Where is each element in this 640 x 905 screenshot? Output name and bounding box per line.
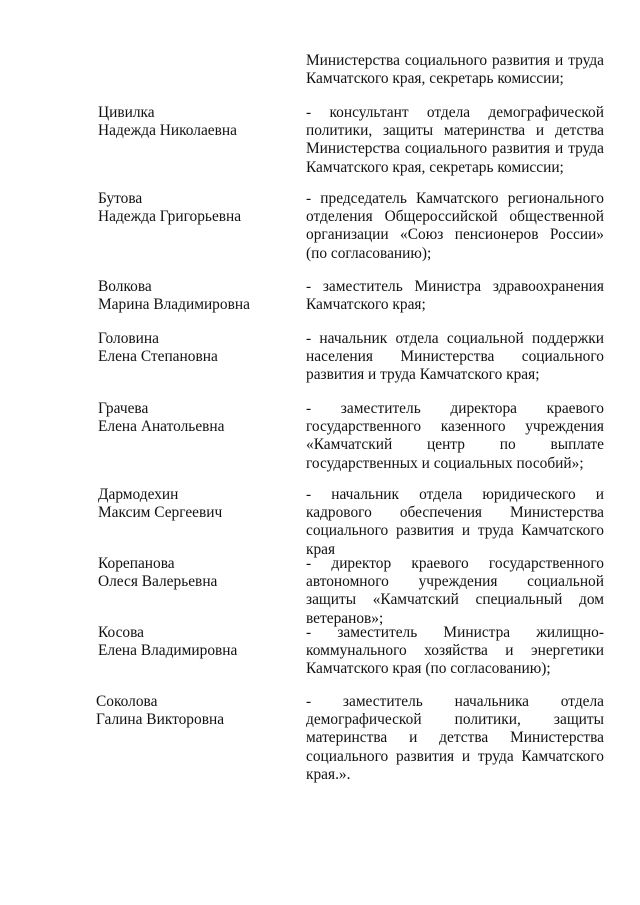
member-role: - заместитель начальника отдела демографической политики, защиты материнства и детства Министерства социального развития и труда Камчатского края.». — [306, 693, 604, 783]
member-given-names: Елена Степановна — [98, 348, 218, 366]
member-surname: Грачева — [98, 400, 149, 417]
member-surname: Соколова — [96, 693, 158, 710]
member-name — [98, 555, 298, 591]
member-given-names: Максим Сергеевич — [98, 504, 223, 522]
continuation-text: Министерства социального развития и труда Камчатского края, секретарь комиссии; — [306, 52, 604, 88]
member-given-names: Галина Викторовна — [96, 711, 225, 729]
member-given-names: Надежда Григорьевна — [98, 208, 242, 226]
member-role: - начальник отдела социальной поддержки населения Министерства социального развития и труда Камчатского края; — [306, 330, 604, 384]
member-given-names: Елена Анатольевна — [98, 418, 225, 436]
member-role: - директор краевого государственного автономного учреждения социальной защиты «Камчатский специальный дом ветеранов»; — [306, 555, 604, 627]
member-name — [98, 400, 298, 436]
member-role: - начальник отдела юридического и кадрового обеспечения Министерства социального развития и труда Камчатского края — [306, 486, 604, 558]
member-surname: Бутова — [98, 190, 143, 207]
member-name — [96, 693, 296, 729]
member-given-names: Елена Владимировна — [98, 642, 238, 660]
member-name — [98, 104, 298, 140]
member-surname: Корепанова — [98, 555, 175, 572]
member-given-names: Олеся Валерьевна — [98, 573, 218, 591]
member-name — [98, 330, 298, 366]
member-name — [98, 624, 298, 660]
member-surname: Волкова — [98, 278, 152, 295]
member-name — [98, 278, 298, 314]
member-role: - заместитель Министра здравоохранения Камчатского края; — [306, 278, 604, 314]
member-surname: Дармодехин — [98, 486, 179, 503]
member-given-names: Марина Владимировна — [98, 296, 250, 314]
member-role: - заместитель директора краевого государственного казенного учреждения «Камчатский центр по выплате государственных и социальных пособий»; — [306, 400, 604, 472]
member-role: - председатель Камчатского регионального отделения Общероссийской общественной организации «Союз пенсионеров России» (по согласованию); — [306, 190, 604, 262]
member-role: - заместитель Министра жилищно-коммунального хозяйства и энергетики Камчатского края (по согласованию); — [306, 624, 604, 678]
member-surname: Головина — [98, 330, 159, 347]
member-role: - консультант отдела демографической политики, защиты материнства и детства Министерства социального развития и труда Камчатского края, секретарь комиссии; — [306, 104, 604, 176]
member-surname: Цивилка — [98, 104, 155, 121]
member-surname: Косова — [98, 624, 144, 641]
member-name — [98, 486, 298, 522]
member-name — [98, 190, 298, 226]
member-given-names: Надежда Николаевна — [98, 122, 237, 140]
